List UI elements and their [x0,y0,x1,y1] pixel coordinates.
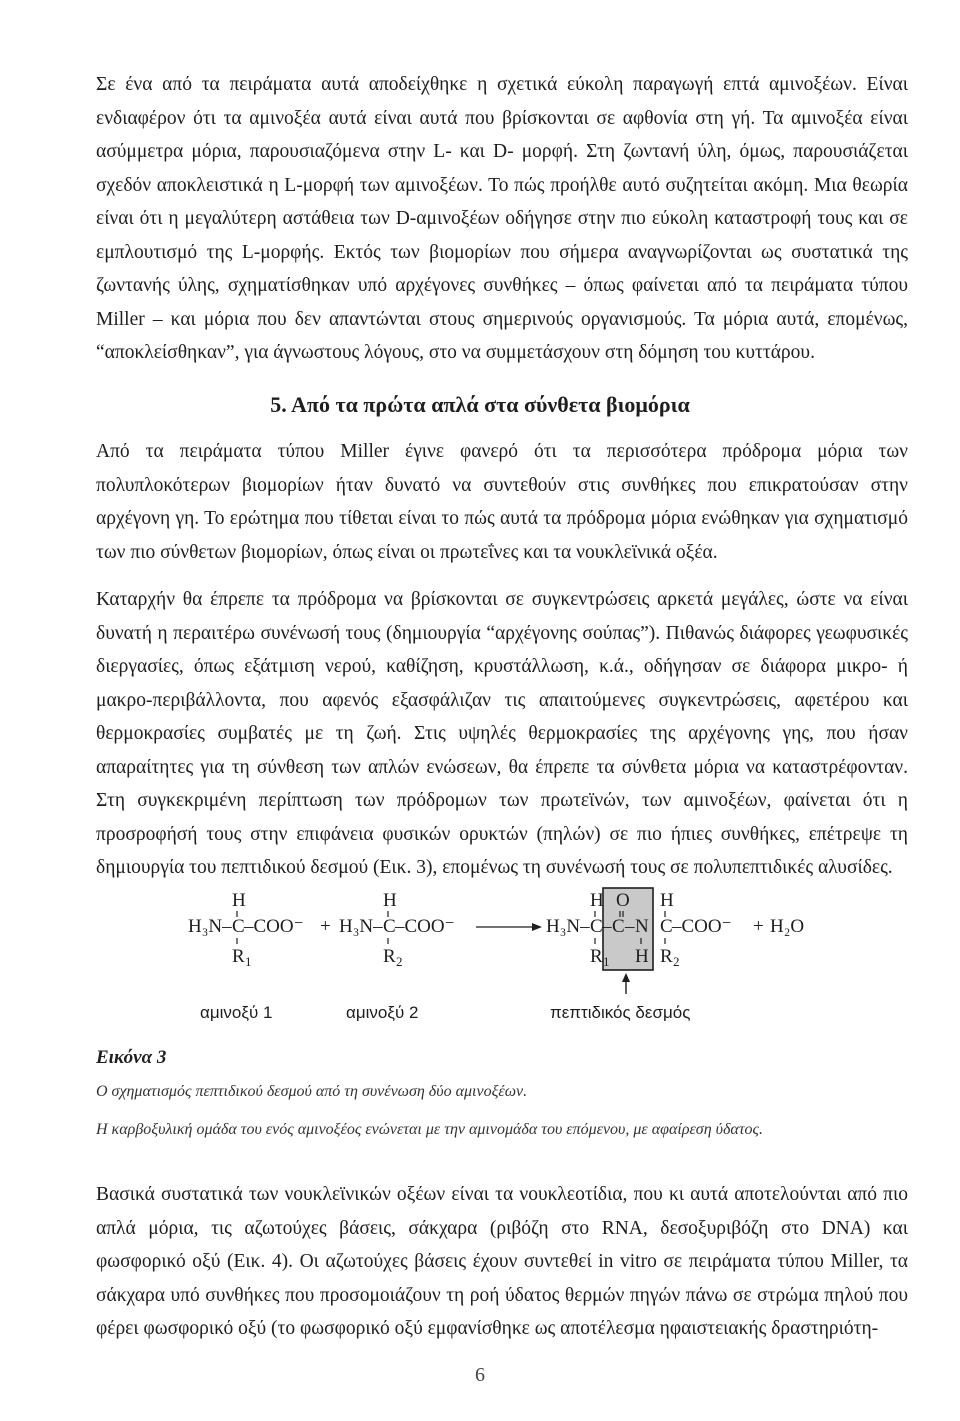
aa1-amino-group: H₃N– [188,916,232,937]
aa2-r-group: R [383,946,396,967]
figure-caption-line-2: Η καρβοξυλική ομάδα του ενός αμινοξέος ενώνεται με την αμινομάδα του επόμενου, με αφαίρεση ύδατος. [96,1121,764,1138]
amino-acid-2 [339,890,455,969]
product-r2-subscript: 2 [673,954,680,969]
section-heading: 5. Από τα πρώτα απλά στα σύνθετα βιομόρια [270,392,690,417]
label-amino-acid-2: αμινοξύ 2 [346,1003,419,1022]
product-nitrogen: N [635,916,649,937]
paragraph-4: Βασικά συστατικά των νουκλεϊνικών οξέων είναι τα νουκλεοτίδια, που κι αυτά αποτελούνται από πιο απλά μόρια, τις αζωτούχες βάσεις, σάκχαρα (ριβόζη στο RNA, δεσοξυριβόζη στο DNA) και φωσφορικό οξύ (Εικ. 4). Οι αζωτούχες βάσεις έχουν συντεθεί in vitro σε πειράματα τύπου Miller, τα σάκχαρα υπό συνθήκες που προσομοιάζουν τη ροή ύδατος θερμών πηγών πάνω σε στρώμα πηλού που φέρει φωσφορικό οξύ (το φωσφορικό οξύ εμφανίσθηκε ως αποτέλεσμα ηφαιστειακής δραστηριότη- [96,1184,908,1339]
aa2-carboxyl: –COO⁻ [395,916,455,937]
label-amino-acid-1: αμινοξύ 1 [200,1003,273,1022]
product-r1-subscript: 1 [603,954,610,969]
paragraph-1: Σε ένα από τα πειράματα αυτά αποδείχθηκε η σχετικά εύκολη παραγωγή επτά αμινοξέων. Είναι ενδιαφέρον ότι τα αμινοξέα αυτά είναι αυτά που βρίσκονται σε αφθονία στη γή. Τα αμινοξέα είναι ασύμμετρα μόρια, παρουσιαζόμενα στην L- και D- μορφή. Στη ζωντανή ύλη, όμως, παρουσιάζεται σχεδόν αποκλειστικά η L-μορφή των αμινοξέων. Το πώς προήλθε αυτό συζητείται ακόμη. Μια θεωρία είναι ότι η μεγαλύτερη αστάθεια των D-αμινοξέων οδήγησε στην πιο εύκολη καταστροφή τους και σε εμπλουτισμό της L-μορφής. Εκτός των βιομορίων που σήμερα αναγνωρίζονται ως συστατικά της ζωντανής ύλης, σχηματίσθηκαν υπό αρχέγονες συνθήκες – όπως φαίνεται από τα πειράματα τύπου Miller – και μόρια που δεν απαντώνται στους σημερινούς οργανισμούς. Τα μόρια αυτά, επομένως, “αποκλείσθηκαν”, για άγνωστους λόγους, στο να συμμετάσχουν στη δόμηση του κυττάρου. [96,74,908,363]
product-carboxyl: –COO⁻ [672,916,732,937]
paragraph-3: Καταρχήν θα έπρεπε τα πρόδρομα να βρίσκονται σε συγκεντρώσεις αρκετά μεγάλες, ώστε να είναι δυνατή η περαιτέρω συνένωσή τους (δημιουργία “αρχέγονης σούπας”). Πιθανώς διάφορες γεωφυσικές διεργασίες, όπως εξάτμιση νερού, καθίζηση, κρυστάλλωση, κ.ά., οδήγησαν σε διάφορα μικρο- ή μακρο-περιβάλλοντα, που αφενός εξασφάλιζαν τις απαιτούμενες συγκεντρώσεις, αφετέρου και θερμοκρασίες συμβατές με τη ζωή. Στις υψηλές θερμοκρασίες της αρχέγονης γης, που ήσαν απαραίτητες για τη σύνθεση των απλών ενώσεων, θα έπρεπε τα σύνθετα μόρια να καταστρέφονταν. Στη συγκεκριμένη περίπτωση των πρόδρομων των πρωτεϊνών, των αμινοξέων, φαίνεται ότι η προσροφήσή τους στην επιφάνεια φυσικών ορυκτών (πηλών) σε πιο ήπιες συνθήκες, επέτρεψε τη δημιουργία του πεπτιδικού δεσμού (Εικ. 3), επομένως τη συνένωσή τους σε πολυπεπτιδικές αλυσίδες. [96,589,908,878]
product-h-1: H [590,890,604,911]
product-carbonyl-carbon: C [612,916,625,937]
product-r1: R [590,946,603,967]
product-r2: R [660,946,673,967]
product-o: O [616,890,630,911]
aa1-alpha-carbon: C [232,916,245,937]
svg-text:–: – [602,916,612,937]
water-molecule: H₂O [770,916,805,937]
aa2-alpha-carbon: C [383,916,396,937]
product-amino-group: H₃N– [546,916,590,937]
plus-sign-2: + [753,916,764,937]
dipeptide-product [546,888,732,970]
label-peptide-bond: πεπτιδικός δεσμός [550,1003,691,1022]
plus-sign-1: + [320,916,331,937]
aa2-r-subscript: 2 [396,954,403,969]
bond-pointer-arrow [622,973,630,994]
aa2-top-h: H [383,890,397,911]
aa2-amino-group: H₃N– [339,916,383,937]
figure-caption-line-1: Ο σχηματισμός πεπτιδικού δεσμού από τη συνένωση δύο αμινοξέων. [96,1083,528,1100]
product-carbon-2: C [660,916,673,937]
amino-acid-1 [188,890,304,969]
aa1-r-subscript: 1 [245,954,252,969]
page-number: 6 [475,1364,485,1386]
peptide-bond-figure [170,882,870,1032]
aa1-r-group: R [232,946,245,967]
paragraph-2: Από τα πειράματα τύπου Miller έγινε φανερό ότι τα περισσότερα πρόδρομα μόρια των πολυπλοκότερων βιομορίων ήταν δυνατό να συντεθούν στις συνθήκες που επικρατούσαν στην αρχέγονη γη. Το ερώτημα που τίθεται είναι το πώς αυτά τα πρόδρομα μόρια ενώθηκαν για σχηματισμό των πιο σύνθετων βιομορίων, όπως είναι οι πρωτεΐνες και τα νουκλεϊνικά οξέα. [96,441,908,563]
aa1-top-h: H [232,890,246,911]
product-h-2: H [660,890,674,911]
reaction-arrow [476,923,542,931]
aa1-carboxyl: –COO⁻ [244,916,304,937]
svg-text:–: – [625,916,635,937]
product-amide-h: H [635,946,649,967]
figure-caption-title: Εικόνα 3 [96,1047,167,1068]
product-carbon-1: C [590,916,603,937]
